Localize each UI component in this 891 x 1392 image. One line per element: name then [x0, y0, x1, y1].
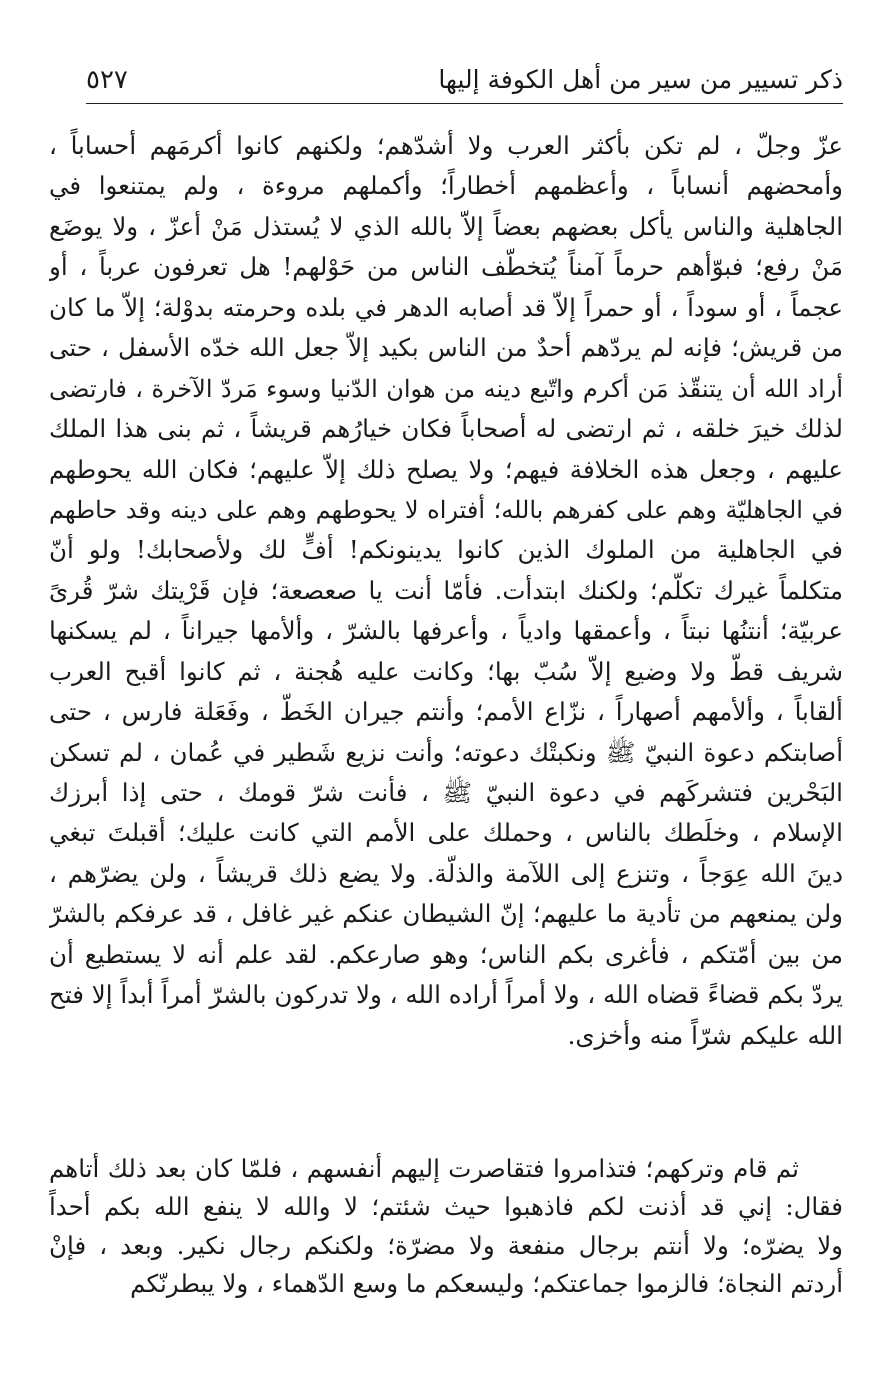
page-number: ٥٢٧	[86, 65, 128, 95]
text-line: فقال: إني قد أذنت لكم فاذهبوا حيث شئتم؛ لا والله لا ينفع الله بكم أحداً	[49, 1192, 843, 1222]
text-line: الإسلام ، وخلَطك بالناس ، وحملك على الأمم التي كانت عليك؛ أقبلتَ تبغي	[49, 818, 843, 848]
paragraph-2	[49, 1150, 843, 1303]
text-line: أردتم النجاة؛ فالزموا جماعتكم؛ وليسعكم ما وسع الدّهماء ، ولا يبطرنّكم	[130, 1268, 843, 1298]
text-line: ولن يمنعهم من تأدية ما عليهم؛ إنّ الشيطان عنكم غير غافل ، قد عرفكم بالشرّ	[49, 899, 843, 929]
text-line: ولا يضرّه؛ ولا أنتم برجال منفعة ولا مضرّة؛ ولكنكم رجال نكير. وبعد ، فإنْ	[49, 1230, 843, 1260]
text-line: أراد الله أن يتنقّذ مَن أكرم واتّبع دينه من هوان الدّنيا وسوء مَردّ الآخرة ، فارتضى	[49, 374, 843, 403]
text-line: ثم قام وتركهم؛ فتذامروا فتقاصرت إليهم أنفسهم ، فلمّا كان بعد ذلك أتاهم	[49, 1154, 799, 1183]
text-line: عربيّة؛ أنتنُها نبتاً ، وأعمقها وادياً ، وأعرفها بالشرّ ، وألأمها جيراناً ، لم يسكنها	[49, 616, 843, 646]
running-title: ذكر تسيير من سير من أهل الكوفة إليها	[438, 65, 843, 94]
page-header	[86, 58, 843, 104]
text-line: البَحْرين فتشركَهم في دعوة النبيّ ﷺ ، فأنت شرّ قومك ، حتى إذا أبرزك	[49, 778, 843, 807]
text-line: مَنْ رفع؛ فبوّأهم حرماً آمناً يُتخطّف الناس من حَوْلهم! هل تعرفون عرباً ، أو	[49, 252, 843, 282]
paragraph-1	[49, 126, 843, 1056]
text-line: عجماً ، أو سوداً ، أو حمراً إلاّ قد أصابه الدهر في بلده وحرمته بدوْلة؛ إلاّ ما كان	[49, 292, 843, 322]
text-line: متكلماً غيرك تكلّم؛ ولكنك ابتدأت. فأمّا أنت يا صعصعة؛ فإن قَرْيتك شرّ قُرىً	[49, 575, 843, 605]
text-line: شريف قطّ ولا وضيع إلاّ سُبّ بها؛ وكانت عليه هُجنة ، ثم كانوا أقبح العرب	[49, 656, 843, 686]
text-line: أصابتكم دعوة النبيّ ﷺ ونكبتْك دعوته؛ وأنت نزيع شَطير في عُمان ، لم تسكن	[49, 737, 843, 767]
text-line: عليهم ، وجعل هذه الخلافة فيهم؛ ولا يصلح ذلك إلاّ عليهم؛ فكان الله يحوطهم	[49, 454, 843, 484]
text-line: الجاهلية والناس يأكل بعضهم بعضاً إلاّ بالله الذي لا يُستذل مَنْ أعزّ ، ولا يوضَع	[49, 211, 843, 241]
text-line: الله عليكم شرّاً منه وأخزى.	[567, 1020, 843, 1050]
text-line: ألقاباً ، وألأمهم أصهاراً ، نزّاع الأمم؛ وأنتم جيران الخَطّ ، وفَعَلة فارس ، حتى	[49, 697, 843, 727]
text-line: من بين أمّتكم ، فأغرى بكم الناس؛ وهو صارعكم. لقد علم أنه لا يستطيع أن	[49, 939, 843, 969]
text-line: في الجاهليّة وهم على كفرهم بالله؛ أفتراه لا يحوطهم وهم على دينه وقد حاطهم	[49, 495, 843, 524]
text-line: دينَ الله عِوَجاً ، وتنزع إلى اللآمة والذلّة. ولا يضع ذلك قريشاً ، ولن يضرّهم ،	[49, 858, 843, 888]
text-line: لذلك خيرَ خلقه ، ثم ارتضى له أصحاباً فكان خيارُهم قريشاً ، ثم بنى هذا الملك	[49, 414, 843, 444]
text-line: وأمحضهم أنساباً ، وأعظمهم أخطاراً؛ وأكملهم مروءة ، ولم يمتنعوا في	[49, 171, 843, 201]
text-line: في الجاهلية من الملوك الذين كانوا يدينونكم! أفٍّ لك ولأصحابك! ولو أنّ	[49, 535, 843, 565]
text-line: عزّ وجلّ ، لم تكن بأكثر العرب ولا أشدّهم؛ ولكنهم كانوا أكرمَهم أحساباً ،	[49, 131, 843, 160]
text-line: من قريش؛ فإنه لم يردّهم أحدٌ من الناس بكيد إلاّ جعل الله خدّه الأسفل ، حتى	[49, 333, 843, 363]
text-line: يردّ بكم قضاءً قضاه الله ، ولا أمراً أراده الله ، ولا تدركون بالشرّ أمراً أبداً إلا فتح	[49, 980, 843, 1010]
